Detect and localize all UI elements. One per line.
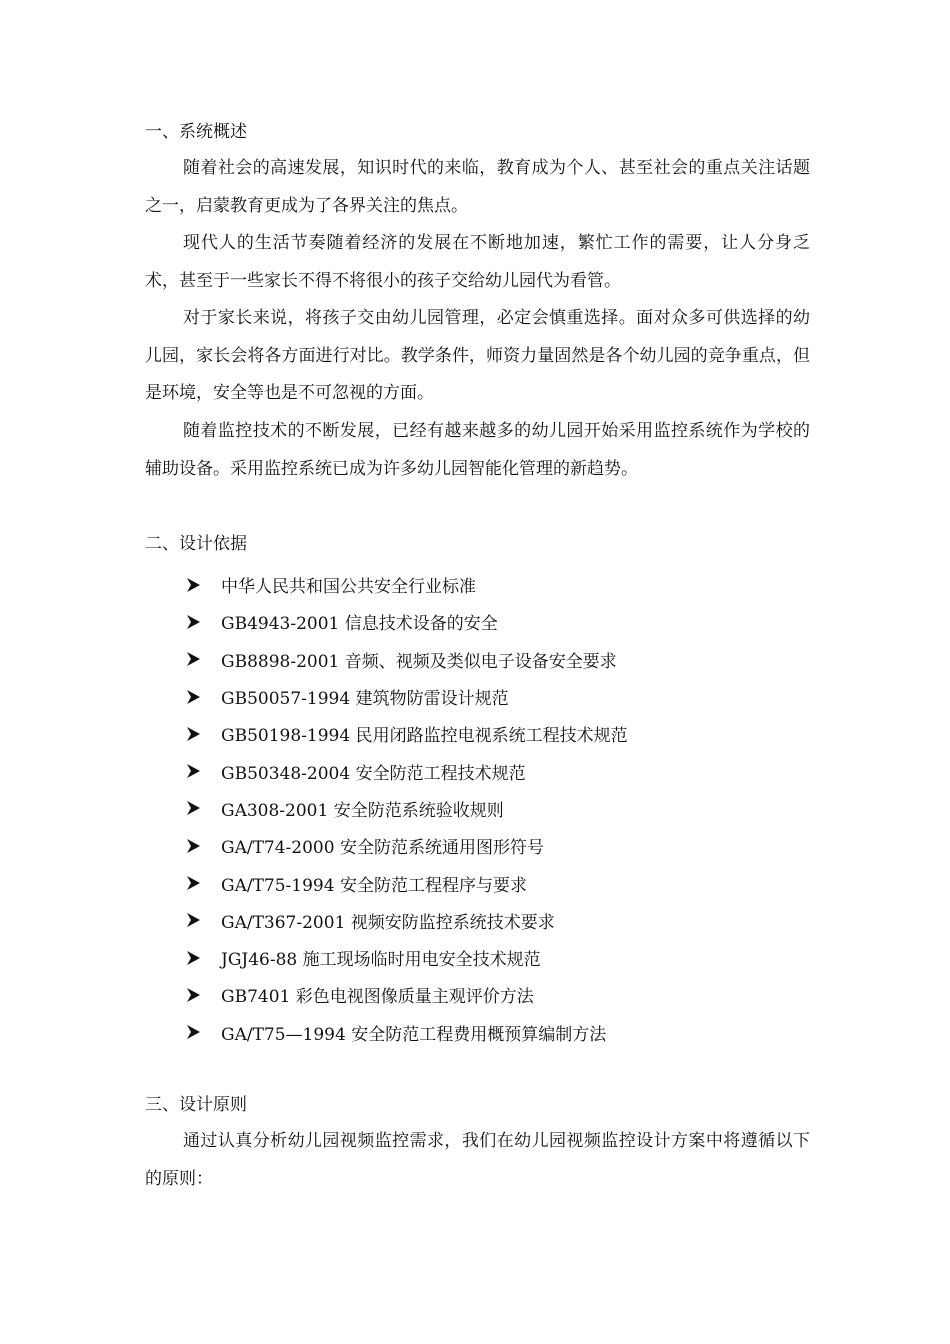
overview-paragraph-4: 随着监控技术的不断发展，已经有越来越多的幼儿园开始采用监控系统作为学校的辅助设备。采用监控系统已成为许多幼儿园智能化管理的新趋势。	[145, 421, 810, 479]
arrow-bullet-icon	[185, 838, 201, 854]
list-item-label: GA/T367-2001 视频安防监控系统技术要求	[221, 912, 555, 933]
list-item	[185, 827, 628, 864]
list-item	[185, 566, 628, 603]
list-item	[185, 902, 628, 939]
list-item-label: GA/T74-2000 安全防范系统通用图形符号	[221, 838, 544, 859]
list-item	[185, 603, 628, 640]
arrow-bullet-icon	[185, 987, 201, 1003]
arrow-bullet-icon	[185, 726, 201, 742]
principles-paragraph-1: 通过认真分析幼儿园视频监控需求，我们在幼儿园视频监控设计方案中将遵循以下的原则：	[145, 1131, 810, 1189]
arrow-bullet-icon	[185, 651, 201, 667]
list-item-label: GA308-2001 安全防范系统验收规则	[221, 800, 504, 821]
arrow-bullet-icon	[185, 800, 201, 816]
arrow-bullet-icon	[185, 875, 201, 891]
list-item-label: GB7401 彩色电视图像质量主观评价方法	[221, 987, 534, 1008]
list-item-label: GA/T75-1994 安全防范工程程序与要求	[221, 875, 527, 896]
arrow-bullet-icon	[185, 1024, 201, 1040]
overview-paragraph-1: 随着社会的高速发展，知识时代的来临，教育成为个人、甚至社会的重点关注话题之一，启蒙教育更成为了各界关注的焦点。	[145, 158, 810, 216]
list-item	[185, 1014, 628, 1051]
arrow-bullet-icon	[185, 577, 201, 593]
list-item-label: GB8898-2001 音频、视频及类似电子设备安全要求	[221, 651, 617, 672]
list-item	[185, 976, 628, 1013]
section-heading-overview: 一、系统概述	[145, 122, 247, 142]
arrow-bullet-icon	[185, 689, 201, 705]
list-item-label: GB50057-1994 建筑物防雷设计规范	[221, 689, 509, 710]
arrow-bullet-icon	[185, 950, 201, 966]
overview-paragraph-3: 对于家长来说，将孩子交由幼儿园管理，必定会慎重选择。面对众多可供选择的幼儿园，家长会将各方面进行对比。教学条件，师资力量固然是各个幼儿园的竞争重点，但是环境，安全等也是不可忽视的方面。	[145, 308, 810, 403]
list-item-label: GA/T75—1994 安全防范工程费用概预算编制方法	[221, 1024, 607, 1045]
section-heading-design-principles: 三、设计原则	[145, 1095, 247, 1115]
list-item	[185, 678, 628, 715]
overview-paragraph-2: 现代人的生活节奏随着经济的发展在不断地加速，繁忙工作的需要，让人分身乏术，甚至于一些家长不得不将很小的孩子交给幼儿园代为看管。	[145, 233, 810, 291]
list-item	[185, 641, 628, 678]
standards-list	[185, 566, 628, 1051]
list-item-label: GB4943-2001 信息技术设备的安全	[221, 614, 498, 635]
list-item	[185, 790, 628, 827]
arrow-bullet-icon	[185, 912, 201, 928]
arrow-bullet-icon	[185, 614, 201, 630]
list-item	[185, 752, 628, 789]
list-item	[185, 715, 628, 752]
list-item-label: GB50348-2004 安全防范工程技术规范	[221, 763, 526, 784]
list-item	[185, 939, 628, 976]
arrow-bullet-icon	[185, 763, 201, 779]
list-item-label: GB50198-1994 民用闭路监控电视系统工程技术规范	[221, 726, 628, 747]
list-item	[185, 864, 628, 901]
list-item-label: 中华人民共和国公共安全行业标准	[221, 577, 476, 598]
section-heading-design-basis: 二、设计依据	[145, 534, 247, 554]
list-item-label: JGJ46-88 施工现场临时用电安全技术规范	[221, 950, 541, 971]
